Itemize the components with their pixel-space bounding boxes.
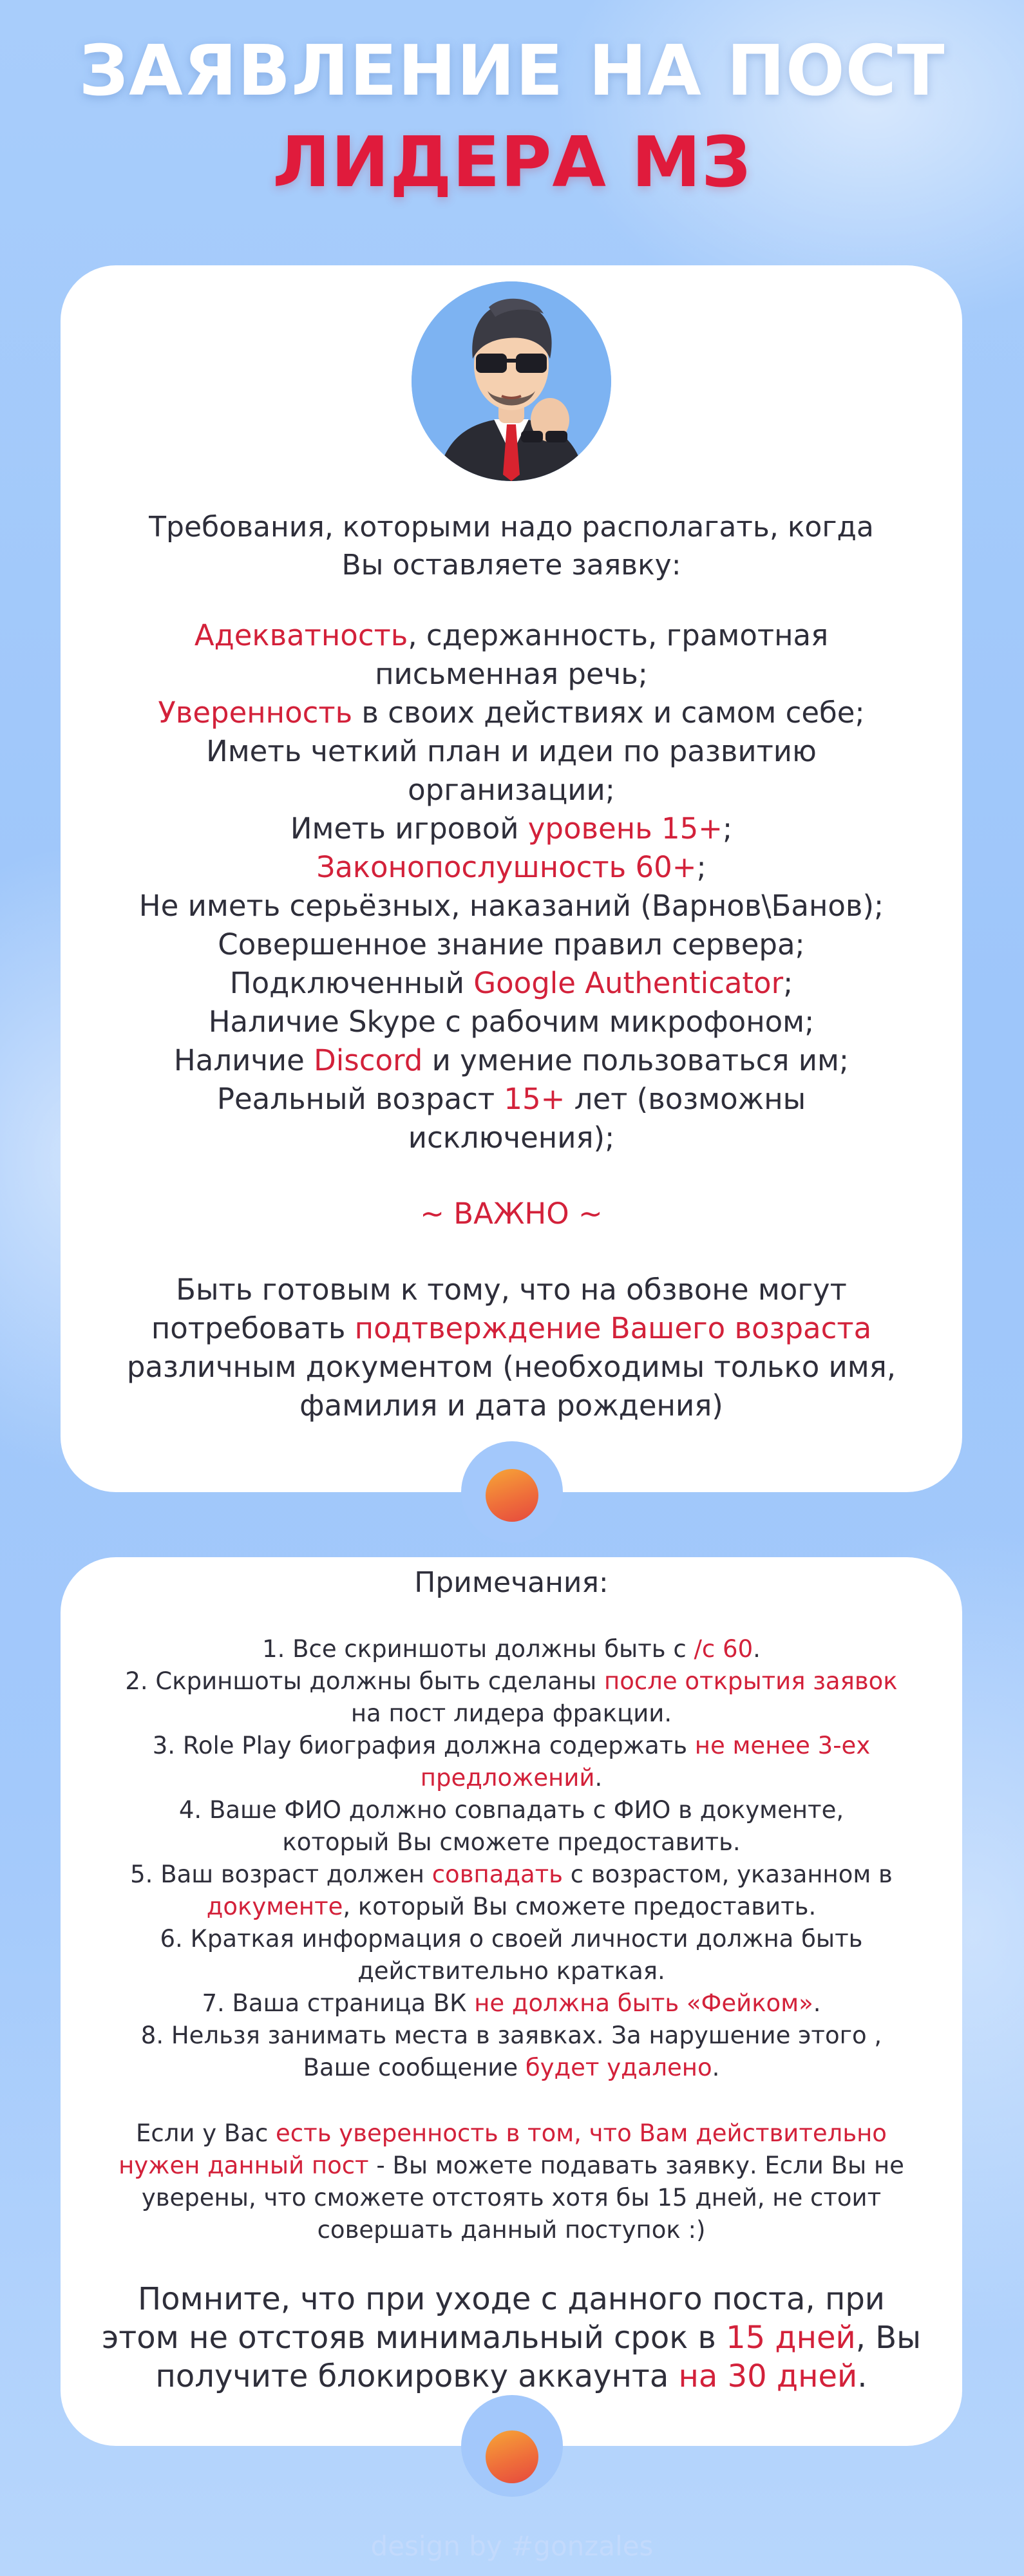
highlighted-text: будет удалено	[525, 2054, 712, 2081]
note-line	[106, 2020, 917, 2052]
text-segment: исключения);	[408, 1121, 615, 1155]
page-title-line2: ЛИДЕРА МЗ	[272, 122, 752, 203]
text-segment: который Вы сможете предоставить.	[282, 1828, 741, 1856]
text-segment: 7. Ваша страница ВК	[202, 1989, 475, 2017]
requirement-line	[112, 655, 911, 694]
text-segment: действительно краткая.	[357, 1957, 665, 1985]
text-segment: ;	[783, 966, 793, 1000]
highlighted-text: /c 60	[694, 1635, 754, 1663]
highlighted-text: Google Authenticator	[473, 966, 784, 1000]
text-segment: Иметь четкий план и идеи по развитию	[206, 734, 817, 768]
text-segment: - Вы можете подавать заявку. Если Вы не уверены, что сможете отстоять хотя бы 15 дней, не стоит совершать данный поступок :)	[141, 2152, 904, 2244]
text-segment: Иметь игровой	[290, 811, 528, 846]
text-segment: Наличие Skype с рабочим микрофоном;	[208, 1005, 815, 1039]
text-segment: организации;	[408, 773, 615, 807]
highlighted-text: подтверждение Вашего возраста	[354, 1311, 872, 1345]
requirement-line	[112, 1003, 911, 1041]
highlighted-text: совпадать	[431, 1861, 563, 1888]
notes-title: Примечания:	[414, 1566, 609, 1599]
text-segment: на пост лидера фракции.	[350, 1700, 672, 1727]
requirement-line	[112, 887, 911, 925]
highlighted-text: Discord	[314, 1043, 423, 1077]
notes-outro	[106, 2117, 917, 2246]
requirement-line	[112, 732, 911, 771]
highlighted-text: 15+	[504, 1082, 565, 1116]
highlighted-text: не менее 3-ех	[694, 1732, 871, 1759]
notes-card	[61, 1557, 962, 2446]
text-segment: Не иметь серьёзных, наказаний (Варнов\Банов);	[138, 889, 884, 923]
requirements-list	[112, 616, 911, 1157]
note-line	[106, 1923, 917, 1955]
design-credit: design by #gonzales	[370, 2530, 654, 2562]
text-segment: .	[813, 1989, 821, 2017]
note-line	[106, 1794, 917, 1826]
text-segment: .	[712, 2054, 720, 2081]
text-segment: 2. Скриншоты должны быть сделаны	[125, 1667, 605, 1695]
text-segment: ;	[722, 811, 733, 846]
avatar	[412, 281, 611, 481]
requirement-line	[112, 1119, 911, 1157]
page-title-line1: ЗАЯВЛЕНИЕ НА ПОСТ	[79, 31, 945, 111]
requirement-line	[112, 616, 911, 655]
text-segment: 5. Ваш возраст должен	[130, 1861, 432, 1888]
text-segment: 1. Все скриншоты должны быть с	[262, 1635, 694, 1663]
requirement-line	[112, 925, 911, 964]
requirement-line	[112, 810, 911, 848]
note-line	[106, 1826, 917, 1859]
note-line	[106, 1955, 917, 1987]
highlighted-text: на 30 дней	[678, 2358, 858, 2394]
note-line	[106, 1633, 917, 1665]
highlighted-text: документе	[206, 1893, 343, 1920]
text-segment: .	[753, 1635, 761, 1663]
highlighted-text: не должна быть «Фейком»	[474, 1989, 813, 2017]
note-line	[106, 1987, 917, 2020]
highlighted-text: после открытия заявок	[604, 1667, 898, 1695]
text-segment: ;	[696, 850, 706, 884]
note-line	[106, 1730, 917, 1762]
text-segment: Если у Вас	[136, 2119, 276, 2147]
note-line	[106, 1762, 917, 1794]
notes-list	[106, 1633, 917, 2084]
orange-dot-icon	[486, 1469, 538, 1522]
highlighted-text: Законопослушность 60+	[316, 850, 697, 884]
requirement-line	[112, 848, 911, 887]
text-segment: 8. Нельзя занимать места в заявках. За нарушение этого ,	[140, 2022, 882, 2049]
text-segment: различным документом (необходимы только имя, фамилия и дата рождения)	[126, 1350, 896, 1423]
requirements-card	[61, 265, 962, 1492]
text-segment: Подключенный	[229, 966, 474, 1000]
requirement-line	[112, 1041, 911, 1080]
requirements-intro: Требования, которыми надо располагать, когда Вы оставляете заявку:	[149, 511, 874, 582]
highlighted-text: Адекватность	[194, 618, 408, 652]
text-segment: Наличие	[173, 1043, 314, 1077]
text-segment: .	[594, 1764, 603, 1792]
highlighted-text: 15 дней	[726, 2320, 856, 2356]
requirement-line	[112, 694, 911, 732]
avatar-illustration-icon	[412, 281, 611, 481]
text-segment: Помните, что при уходе с данного поста, при этом не отстояв минимальный срок в	[101, 2281, 885, 2356]
important-label: ~ ВАЖНО ~	[420, 1197, 603, 1231]
text-segment: 3. Role Play биография должна содержать	[152, 1732, 695, 1759]
text-segment: 4. Ваше ФИО должно совпадать с ФИО в документе,	[178, 1796, 844, 1824]
text-segment: Ваше сообщение	[303, 2054, 526, 2081]
text-segment: , который Вы сможете предоставить.	[343, 1893, 817, 1920]
text-segment: письменная речь;	[375, 657, 648, 691]
text-segment: Реальный возраст	[216, 1082, 504, 1116]
note-line	[106, 2052, 917, 2084]
text-segment: лет (возможны	[565, 1082, 806, 1116]
highlighted-text: предложений	[420, 1764, 595, 1792]
final-warning	[99, 2280, 924, 2396]
text-segment: , сдержанность, грамотная	[408, 618, 829, 652]
text-segment: с возрастом, указанном в	[562, 1861, 893, 1888]
requirement-line	[112, 771, 911, 810]
text-segment: в своих действиях и самом себе;	[352, 696, 865, 730]
text-segment: , Вы получите блокировку аккаунта	[155, 2320, 922, 2394]
note-line	[106, 1698, 917, 1730]
text-segment: и умение пользоваться им;	[422, 1043, 849, 1077]
highlighted-text: Уверенность	[158, 696, 353, 730]
text-segment: .	[857, 2358, 868, 2394]
requirement-line	[112, 964, 911, 1003]
text-segment: Быть готовым к тому, что на обзвоне могут потребовать	[151, 1273, 847, 1345]
text-segment: Совершенное знание правил сервера;	[218, 927, 805, 961]
note-line	[106, 1859, 917, 1891]
orange-dot-icon	[486, 2430, 538, 2483]
note-line	[106, 1665, 917, 1698]
note-line	[106, 1891, 917, 1923]
requirement-line	[112, 1080, 911, 1119]
text-segment: 6. Краткая информация о своей личности должна быть	[160, 1925, 863, 1953]
highlighted-text: есть уверенность в том, что Вам действительно нужен данный пост	[119, 2119, 887, 2179]
highlighted-text: уровень 15+	[527, 811, 723, 846]
age-warning	[119, 1271, 904, 1425]
